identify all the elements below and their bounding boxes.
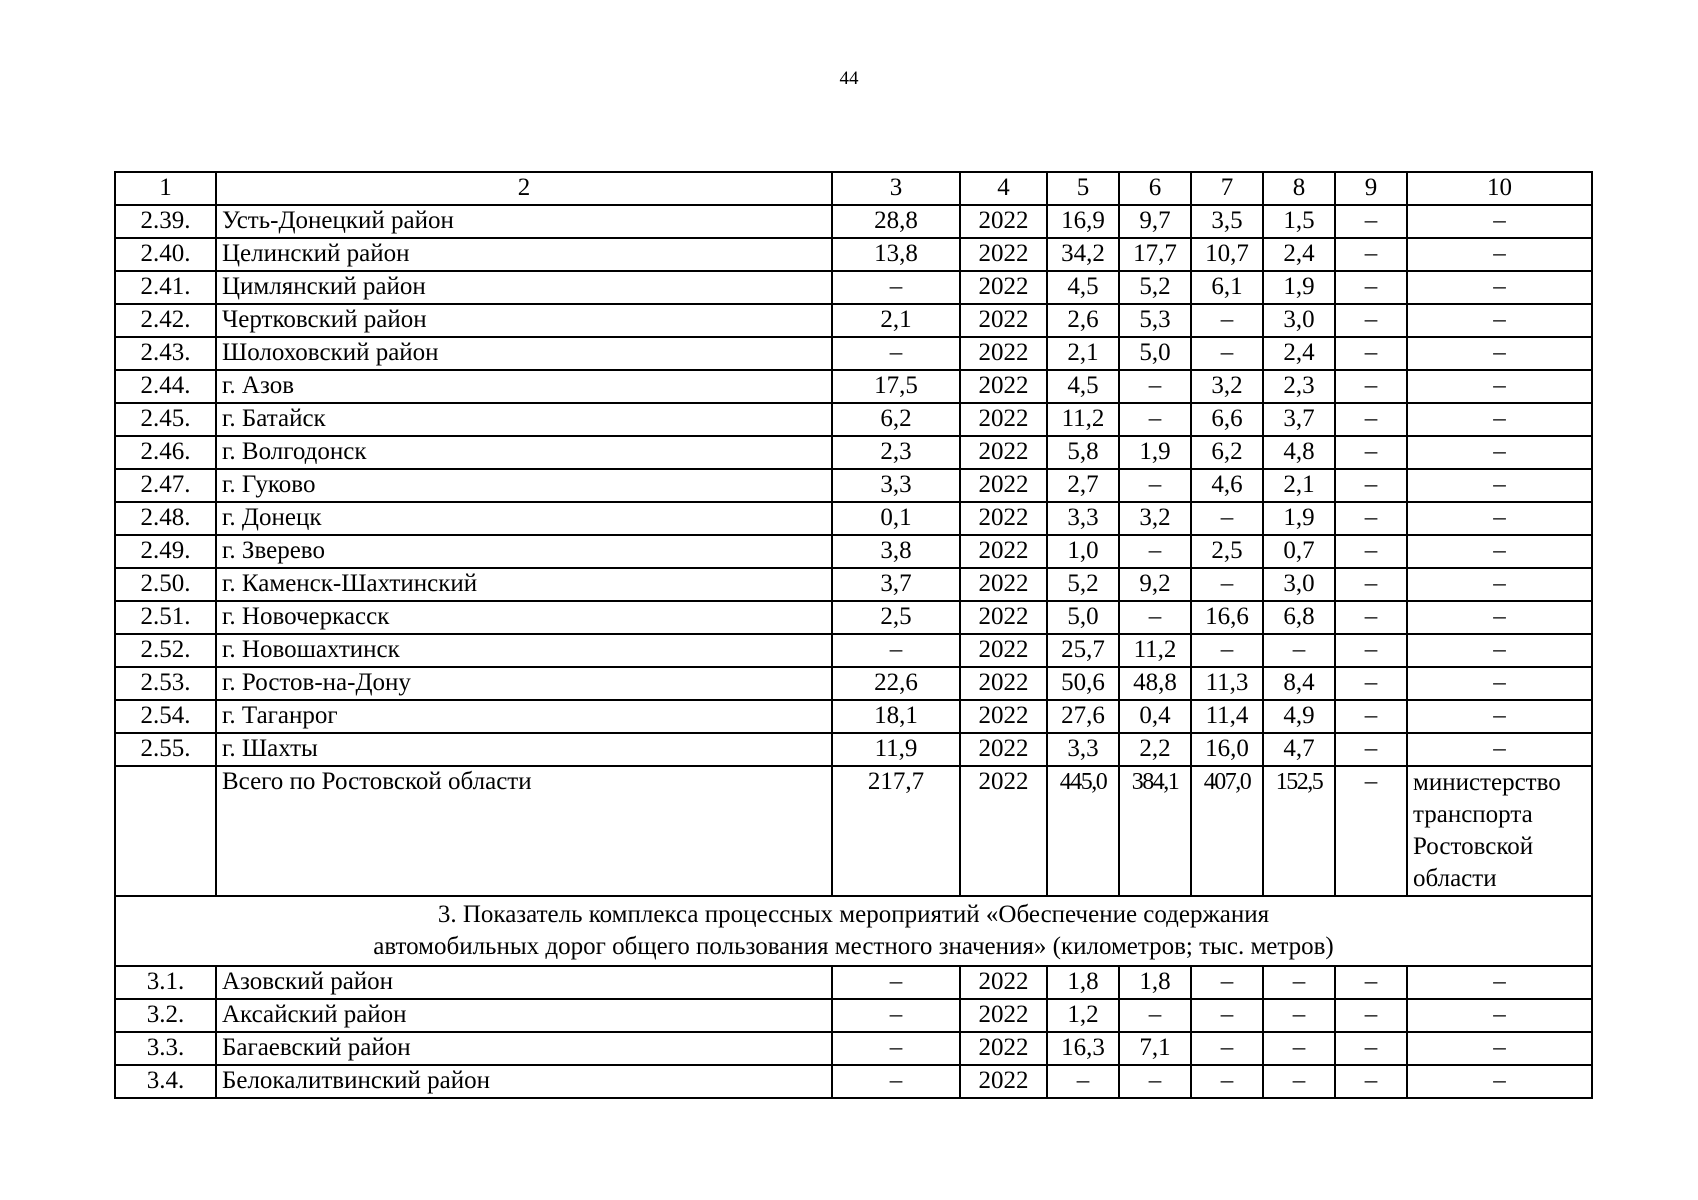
value-cell: 16,9 bbox=[1047, 205, 1119, 238]
page-number: 44 bbox=[839, 68, 859, 89]
value-cell: 3,0 bbox=[1263, 304, 1335, 337]
territory-name: г. Зверево bbox=[216, 535, 832, 568]
table-row bbox=[115, 700, 1592, 733]
value-cell: 13,8 bbox=[832, 238, 960, 271]
value-cell: 2022 bbox=[960, 966, 1047, 999]
value-cell: 11,2 bbox=[1047, 403, 1119, 436]
value-cell: – bbox=[1119, 1065, 1191, 1098]
table-row bbox=[115, 337, 1592, 370]
row-number: 3.1. bbox=[115, 966, 216, 999]
territory-name: Усть-Донецкий район bbox=[216, 205, 832, 238]
table-row bbox=[115, 966, 1592, 999]
value-cell: 0,7 bbox=[1263, 535, 1335, 568]
value-cell: – bbox=[1407, 601, 1592, 634]
value-cell: – bbox=[1191, 966, 1263, 999]
value-cell: 5,0 bbox=[1119, 337, 1191, 370]
value-cell: – bbox=[1335, 568, 1407, 601]
value-cell: 2022 bbox=[960, 469, 1047, 502]
value-cell: – bbox=[1263, 999, 1335, 1032]
value-cell: 2022 bbox=[960, 568, 1047, 601]
table-row bbox=[115, 733, 1592, 766]
value-cell: – bbox=[1335, 535, 1407, 568]
value-cell: 16,3 bbox=[1047, 1032, 1119, 1065]
value-cell: – bbox=[1407, 1032, 1592, 1065]
value-cell: 9,2 bbox=[1119, 568, 1191, 601]
value-cell: 27,6 bbox=[1047, 700, 1119, 733]
value-cell: 5,8 bbox=[1047, 436, 1119, 469]
value-cell: 2022 bbox=[960, 535, 1047, 568]
territory-name: г. Каменск-Шахтинский bbox=[216, 568, 832, 601]
value-cell: – bbox=[1119, 999, 1191, 1032]
value-cell: 9,7 bbox=[1119, 205, 1191, 238]
value-cell: – bbox=[832, 999, 960, 1032]
value-cell: 8,4 bbox=[1263, 667, 1335, 700]
table-row bbox=[115, 238, 1592, 271]
value-cell: – bbox=[1191, 634, 1263, 667]
row-number: 2.44. bbox=[115, 370, 216, 403]
row-number: 2.54. bbox=[115, 700, 216, 733]
value-cell: 2,3 bbox=[1263, 370, 1335, 403]
table-row bbox=[115, 1032, 1592, 1065]
value-cell: 2,5 bbox=[832, 601, 960, 634]
value-cell: 3,3 bbox=[832, 469, 960, 502]
value-cell: 16,0 bbox=[1191, 733, 1263, 766]
value-cell: 2,4 bbox=[1263, 238, 1335, 271]
table-row bbox=[115, 1065, 1592, 1098]
value-cell: 6,1 bbox=[1191, 271, 1263, 304]
table-row bbox=[115, 304, 1592, 337]
table-row bbox=[115, 999, 1592, 1032]
territory-name: г. Новочеркасск bbox=[216, 601, 832, 634]
total-value: 152,5 bbox=[1263, 766, 1335, 896]
value-cell: – bbox=[832, 337, 960, 370]
value-cell: 2022 bbox=[960, 634, 1047, 667]
total-value: – bbox=[1335, 766, 1407, 896]
header-cell: 7 bbox=[1191, 172, 1263, 205]
header-cell: 4 bbox=[960, 172, 1047, 205]
total-value: 445,0 bbox=[1047, 766, 1119, 896]
value-cell: 2022 bbox=[960, 601, 1047, 634]
value-cell: 2,4 bbox=[1263, 337, 1335, 370]
value-cell: 6,2 bbox=[1191, 436, 1263, 469]
table-row bbox=[115, 601, 1592, 634]
value-cell: 4,5 bbox=[1047, 271, 1119, 304]
row-number: 2.43. bbox=[115, 337, 216, 370]
value-cell: 2,7 bbox=[1047, 469, 1119, 502]
value-cell: – bbox=[1335, 999, 1407, 1032]
value-cell: 1,2 bbox=[1047, 999, 1119, 1032]
value-cell: – bbox=[1407, 667, 1592, 700]
value-cell: – bbox=[1335, 1065, 1407, 1098]
value-cell: 3,5 bbox=[1191, 205, 1263, 238]
territory-name: Чертковский район bbox=[216, 304, 832, 337]
value-cell: 1,8 bbox=[1047, 966, 1119, 999]
value-cell: – bbox=[1335, 469, 1407, 502]
value-cell: – bbox=[1407, 733, 1592, 766]
value-cell: – bbox=[1407, 205, 1592, 238]
value-cell: – bbox=[1407, 403, 1592, 436]
header-cell: 1 bbox=[115, 172, 216, 205]
row-number: 2.52. bbox=[115, 634, 216, 667]
value-cell: 3,3 bbox=[1047, 502, 1119, 535]
value-cell: 4,8 bbox=[1263, 436, 1335, 469]
value-cell: 48,8 bbox=[1119, 667, 1191, 700]
value-cell: – bbox=[832, 271, 960, 304]
table-row bbox=[115, 568, 1592, 601]
value-cell: 17,7 bbox=[1119, 238, 1191, 271]
value-cell: – bbox=[1335, 966, 1407, 999]
table-row bbox=[115, 634, 1592, 667]
territory-name: г. Донецк bbox=[216, 502, 832, 535]
row-number: 2.47. bbox=[115, 469, 216, 502]
value-cell: – bbox=[1407, 271, 1592, 304]
value-cell: – bbox=[1047, 1065, 1119, 1098]
section-title-line-2: автомобильных дорог общего пользования местного значения» (километров; тыс. метров) bbox=[373, 933, 1334, 960]
territory-name: г. Волгодонск bbox=[216, 436, 832, 469]
value-cell: 6,2 bbox=[832, 403, 960, 436]
value-cell: – bbox=[1407, 535, 1592, 568]
value-cell: 2022 bbox=[960, 337, 1047, 370]
value-cell: – bbox=[1335, 436, 1407, 469]
value-cell: 0,4 bbox=[1119, 700, 1191, 733]
table-row bbox=[115, 667, 1592, 700]
value-cell: 4,9 bbox=[1263, 700, 1335, 733]
territory-name: г. Новошахтинск bbox=[216, 634, 832, 667]
value-cell: 2022 bbox=[960, 733, 1047, 766]
row-number: 2.39. bbox=[115, 205, 216, 238]
value-cell: – bbox=[1407, 502, 1592, 535]
value-cell: 2,5 bbox=[1191, 535, 1263, 568]
value-cell: 2022 bbox=[960, 1065, 1047, 1098]
value-cell: 2022 bbox=[960, 238, 1047, 271]
value-cell: 2022 bbox=[960, 271, 1047, 304]
territory-name: Аксайский район bbox=[216, 999, 832, 1032]
value-cell: 1,0 bbox=[1047, 535, 1119, 568]
territory-name: г. Шахты bbox=[216, 733, 832, 766]
header-cell: 3 bbox=[832, 172, 960, 205]
header-row bbox=[115, 172, 1592, 205]
value-cell: 3,0 bbox=[1263, 568, 1335, 601]
value-cell: – bbox=[1335, 700, 1407, 733]
total-value: 2022 bbox=[960, 766, 1047, 896]
value-cell: 2022 bbox=[960, 403, 1047, 436]
value-cell: – bbox=[1407, 999, 1592, 1032]
value-cell: – bbox=[1335, 403, 1407, 436]
value-cell: – bbox=[1335, 601, 1407, 634]
value-cell: 2022 bbox=[960, 667, 1047, 700]
value-cell: 1,8 bbox=[1119, 966, 1191, 999]
value-cell: 2,6 bbox=[1047, 304, 1119, 337]
value-cell: – bbox=[1191, 304, 1263, 337]
territory-name: Цимлянский район bbox=[216, 271, 832, 304]
value-cell: – bbox=[1407, 337, 1592, 370]
value-cell: 5,0 bbox=[1047, 601, 1119, 634]
value-cell: – bbox=[1119, 403, 1191, 436]
value-cell: – bbox=[1335, 502, 1407, 535]
value-cell: – bbox=[1407, 238, 1592, 271]
row-number: 2.55. bbox=[115, 733, 216, 766]
value-cell: – bbox=[1263, 1032, 1335, 1065]
value-cell: 0,1 bbox=[832, 502, 960, 535]
table-row bbox=[115, 469, 1592, 502]
table-row bbox=[115, 403, 1592, 436]
total-row bbox=[115, 766, 1592, 896]
territory-name: г. Батайск bbox=[216, 403, 832, 436]
value-cell: 11,4 bbox=[1191, 700, 1263, 733]
row-number: 2.40. bbox=[115, 238, 216, 271]
value-cell: 7,1 bbox=[1119, 1032, 1191, 1065]
value-cell: 16,6 bbox=[1191, 601, 1263, 634]
value-cell: 25,7 bbox=[1047, 634, 1119, 667]
value-cell: 3,7 bbox=[832, 568, 960, 601]
total-number-cell bbox=[115, 766, 216, 896]
value-cell: – bbox=[1119, 601, 1191, 634]
value-cell: 2022 bbox=[960, 304, 1047, 337]
value-cell: 50,6 bbox=[1047, 667, 1119, 700]
value-cell: 2022 bbox=[960, 1032, 1047, 1065]
value-cell: 3,3 bbox=[1047, 733, 1119, 766]
value-cell: – bbox=[1335, 271, 1407, 304]
row-number: 2.51. bbox=[115, 601, 216, 634]
value-cell: – bbox=[1191, 1065, 1263, 1098]
row-number: 2.46. bbox=[115, 436, 216, 469]
header-cell: 6 bbox=[1119, 172, 1191, 205]
value-cell: 1,9 bbox=[1119, 436, 1191, 469]
value-cell: 4,7 bbox=[1263, 733, 1335, 766]
header-cell: 8 bbox=[1263, 172, 1335, 205]
value-cell: 34,2 bbox=[1047, 238, 1119, 271]
value-cell: 2022 bbox=[960, 436, 1047, 469]
value-cell: – bbox=[1263, 966, 1335, 999]
value-cell: 17,5 bbox=[832, 370, 960, 403]
territory-name: г. Азов bbox=[216, 370, 832, 403]
value-cell: – bbox=[832, 966, 960, 999]
value-cell: 3,2 bbox=[1119, 502, 1191, 535]
row-number: 2.53. bbox=[115, 667, 216, 700]
header-cell: 2 bbox=[216, 172, 832, 205]
territory-name: г. Ростов-на-Дону bbox=[216, 667, 832, 700]
value-cell: 2022 bbox=[960, 205, 1047, 238]
value-cell: – bbox=[1407, 304, 1592, 337]
value-cell: – bbox=[1335, 304, 1407, 337]
value-cell: 1,5 bbox=[1263, 205, 1335, 238]
value-cell: 6,6 bbox=[1191, 403, 1263, 436]
territory-name: Азовский район bbox=[216, 966, 832, 999]
row-number: 3.3. bbox=[115, 1032, 216, 1065]
row-number: 2.49. bbox=[115, 535, 216, 568]
row-number: 3.4. bbox=[115, 1065, 216, 1098]
row-number: 2.42. bbox=[115, 304, 216, 337]
section-heading-row bbox=[115, 896, 1592, 966]
header-cell: 9 bbox=[1335, 172, 1407, 205]
row-number: 2.50. bbox=[115, 568, 216, 601]
value-cell: 5,2 bbox=[1119, 271, 1191, 304]
value-cell: 2022 bbox=[960, 999, 1047, 1032]
value-cell: – bbox=[1335, 1032, 1407, 1065]
territory-name: г. Гуково bbox=[216, 469, 832, 502]
value-cell: – bbox=[1407, 568, 1592, 601]
value-cell: – bbox=[1191, 1032, 1263, 1065]
value-cell: – bbox=[832, 1032, 960, 1065]
value-cell: – bbox=[832, 634, 960, 667]
value-cell: – bbox=[1335, 337, 1407, 370]
header-cell: 5 bbox=[1047, 172, 1119, 205]
value-cell: 11,2 bbox=[1119, 634, 1191, 667]
value-cell: – bbox=[1407, 469, 1592, 502]
value-cell: – bbox=[1407, 436, 1592, 469]
value-cell: – bbox=[1191, 999, 1263, 1032]
value-cell: 6,8 bbox=[1263, 601, 1335, 634]
value-cell: – bbox=[832, 1065, 960, 1098]
value-cell: – bbox=[1407, 700, 1592, 733]
value-cell: – bbox=[1407, 1065, 1592, 1098]
value-cell: – bbox=[1263, 634, 1335, 667]
value-cell: 3,7 bbox=[1263, 403, 1335, 436]
value-cell: 4,6 bbox=[1191, 469, 1263, 502]
value-cell: 2022 bbox=[960, 502, 1047, 535]
value-cell: 3,2 bbox=[1191, 370, 1263, 403]
value-cell: – bbox=[1119, 535, 1191, 568]
value-cell: 28,8 bbox=[832, 205, 960, 238]
territory-name: Багаевский район bbox=[216, 1032, 832, 1065]
value-cell: – bbox=[1263, 1065, 1335, 1098]
row-number: 3.2. bbox=[115, 999, 216, 1032]
total-value: 384,1 bbox=[1119, 766, 1191, 896]
value-cell: 2,2 bbox=[1119, 733, 1191, 766]
value-cell: – bbox=[1119, 370, 1191, 403]
total-label: Всего по Ростовской области bbox=[216, 766, 832, 896]
table-row bbox=[115, 370, 1592, 403]
value-cell: 1,9 bbox=[1263, 502, 1335, 535]
value-cell: 2,1 bbox=[1263, 469, 1335, 502]
value-cell: 22,6 bbox=[832, 667, 960, 700]
value-cell: 11,3 bbox=[1191, 667, 1263, 700]
header-cell: 10 bbox=[1407, 172, 1592, 205]
value-cell: – bbox=[1335, 634, 1407, 667]
total-value: 407,0 bbox=[1191, 766, 1263, 896]
value-cell: 5,3 bbox=[1119, 304, 1191, 337]
territory-name: г. Таганрог bbox=[216, 700, 832, 733]
value-cell: 2,1 bbox=[1047, 337, 1119, 370]
value-cell: 5,2 bbox=[1047, 568, 1119, 601]
data-table bbox=[114, 171, 1593, 1099]
value-cell: – bbox=[1335, 238, 1407, 271]
table-row bbox=[115, 535, 1592, 568]
value-cell: – bbox=[1335, 733, 1407, 766]
value-cell: 4,5 bbox=[1047, 370, 1119, 403]
value-cell: 2022 bbox=[960, 700, 1047, 733]
value-cell: – bbox=[1119, 469, 1191, 502]
value-cell: – bbox=[1335, 667, 1407, 700]
table-row bbox=[115, 436, 1592, 469]
value-cell: – bbox=[1407, 370, 1592, 403]
row-number: 2.48. bbox=[115, 502, 216, 535]
value-cell: 3,8 bbox=[832, 535, 960, 568]
table-row bbox=[115, 502, 1592, 535]
value-cell: 18,1 bbox=[832, 700, 960, 733]
value-cell: – bbox=[1335, 370, 1407, 403]
value-cell: – bbox=[1407, 966, 1592, 999]
table-row bbox=[115, 205, 1592, 238]
value-cell: – bbox=[1335, 205, 1407, 238]
total-value: 217,7 bbox=[832, 766, 960, 896]
section-heading bbox=[115, 896, 1592, 966]
value-cell: – bbox=[1407, 634, 1592, 667]
responsible-agency: министерство транспорта Ростовской области bbox=[1407, 766, 1592, 896]
value-cell: 11,9 bbox=[832, 733, 960, 766]
territory-name: Целинский район bbox=[216, 238, 832, 271]
value-cell: 2,3 bbox=[832, 436, 960, 469]
section-title-line-1: 3. Показатель комплекса процессных мероприятий «Обеспечение содержания bbox=[437, 901, 1270, 928]
row-number: 2.45. bbox=[115, 403, 216, 436]
territory-name: Шолоховский район bbox=[216, 337, 832, 370]
value-cell: – bbox=[1191, 568, 1263, 601]
value-cell: 2,1 bbox=[832, 304, 960, 337]
row-number: 2.41. bbox=[115, 271, 216, 304]
value-cell: – bbox=[1191, 337, 1263, 370]
territory-name: Белокалитвинский район bbox=[216, 1065, 832, 1098]
value-cell: 2022 bbox=[960, 370, 1047, 403]
value-cell: 10,7 bbox=[1191, 238, 1263, 271]
table-row bbox=[115, 271, 1592, 304]
value-cell: – bbox=[1191, 502, 1263, 535]
value-cell: 1,9 bbox=[1263, 271, 1335, 304]
